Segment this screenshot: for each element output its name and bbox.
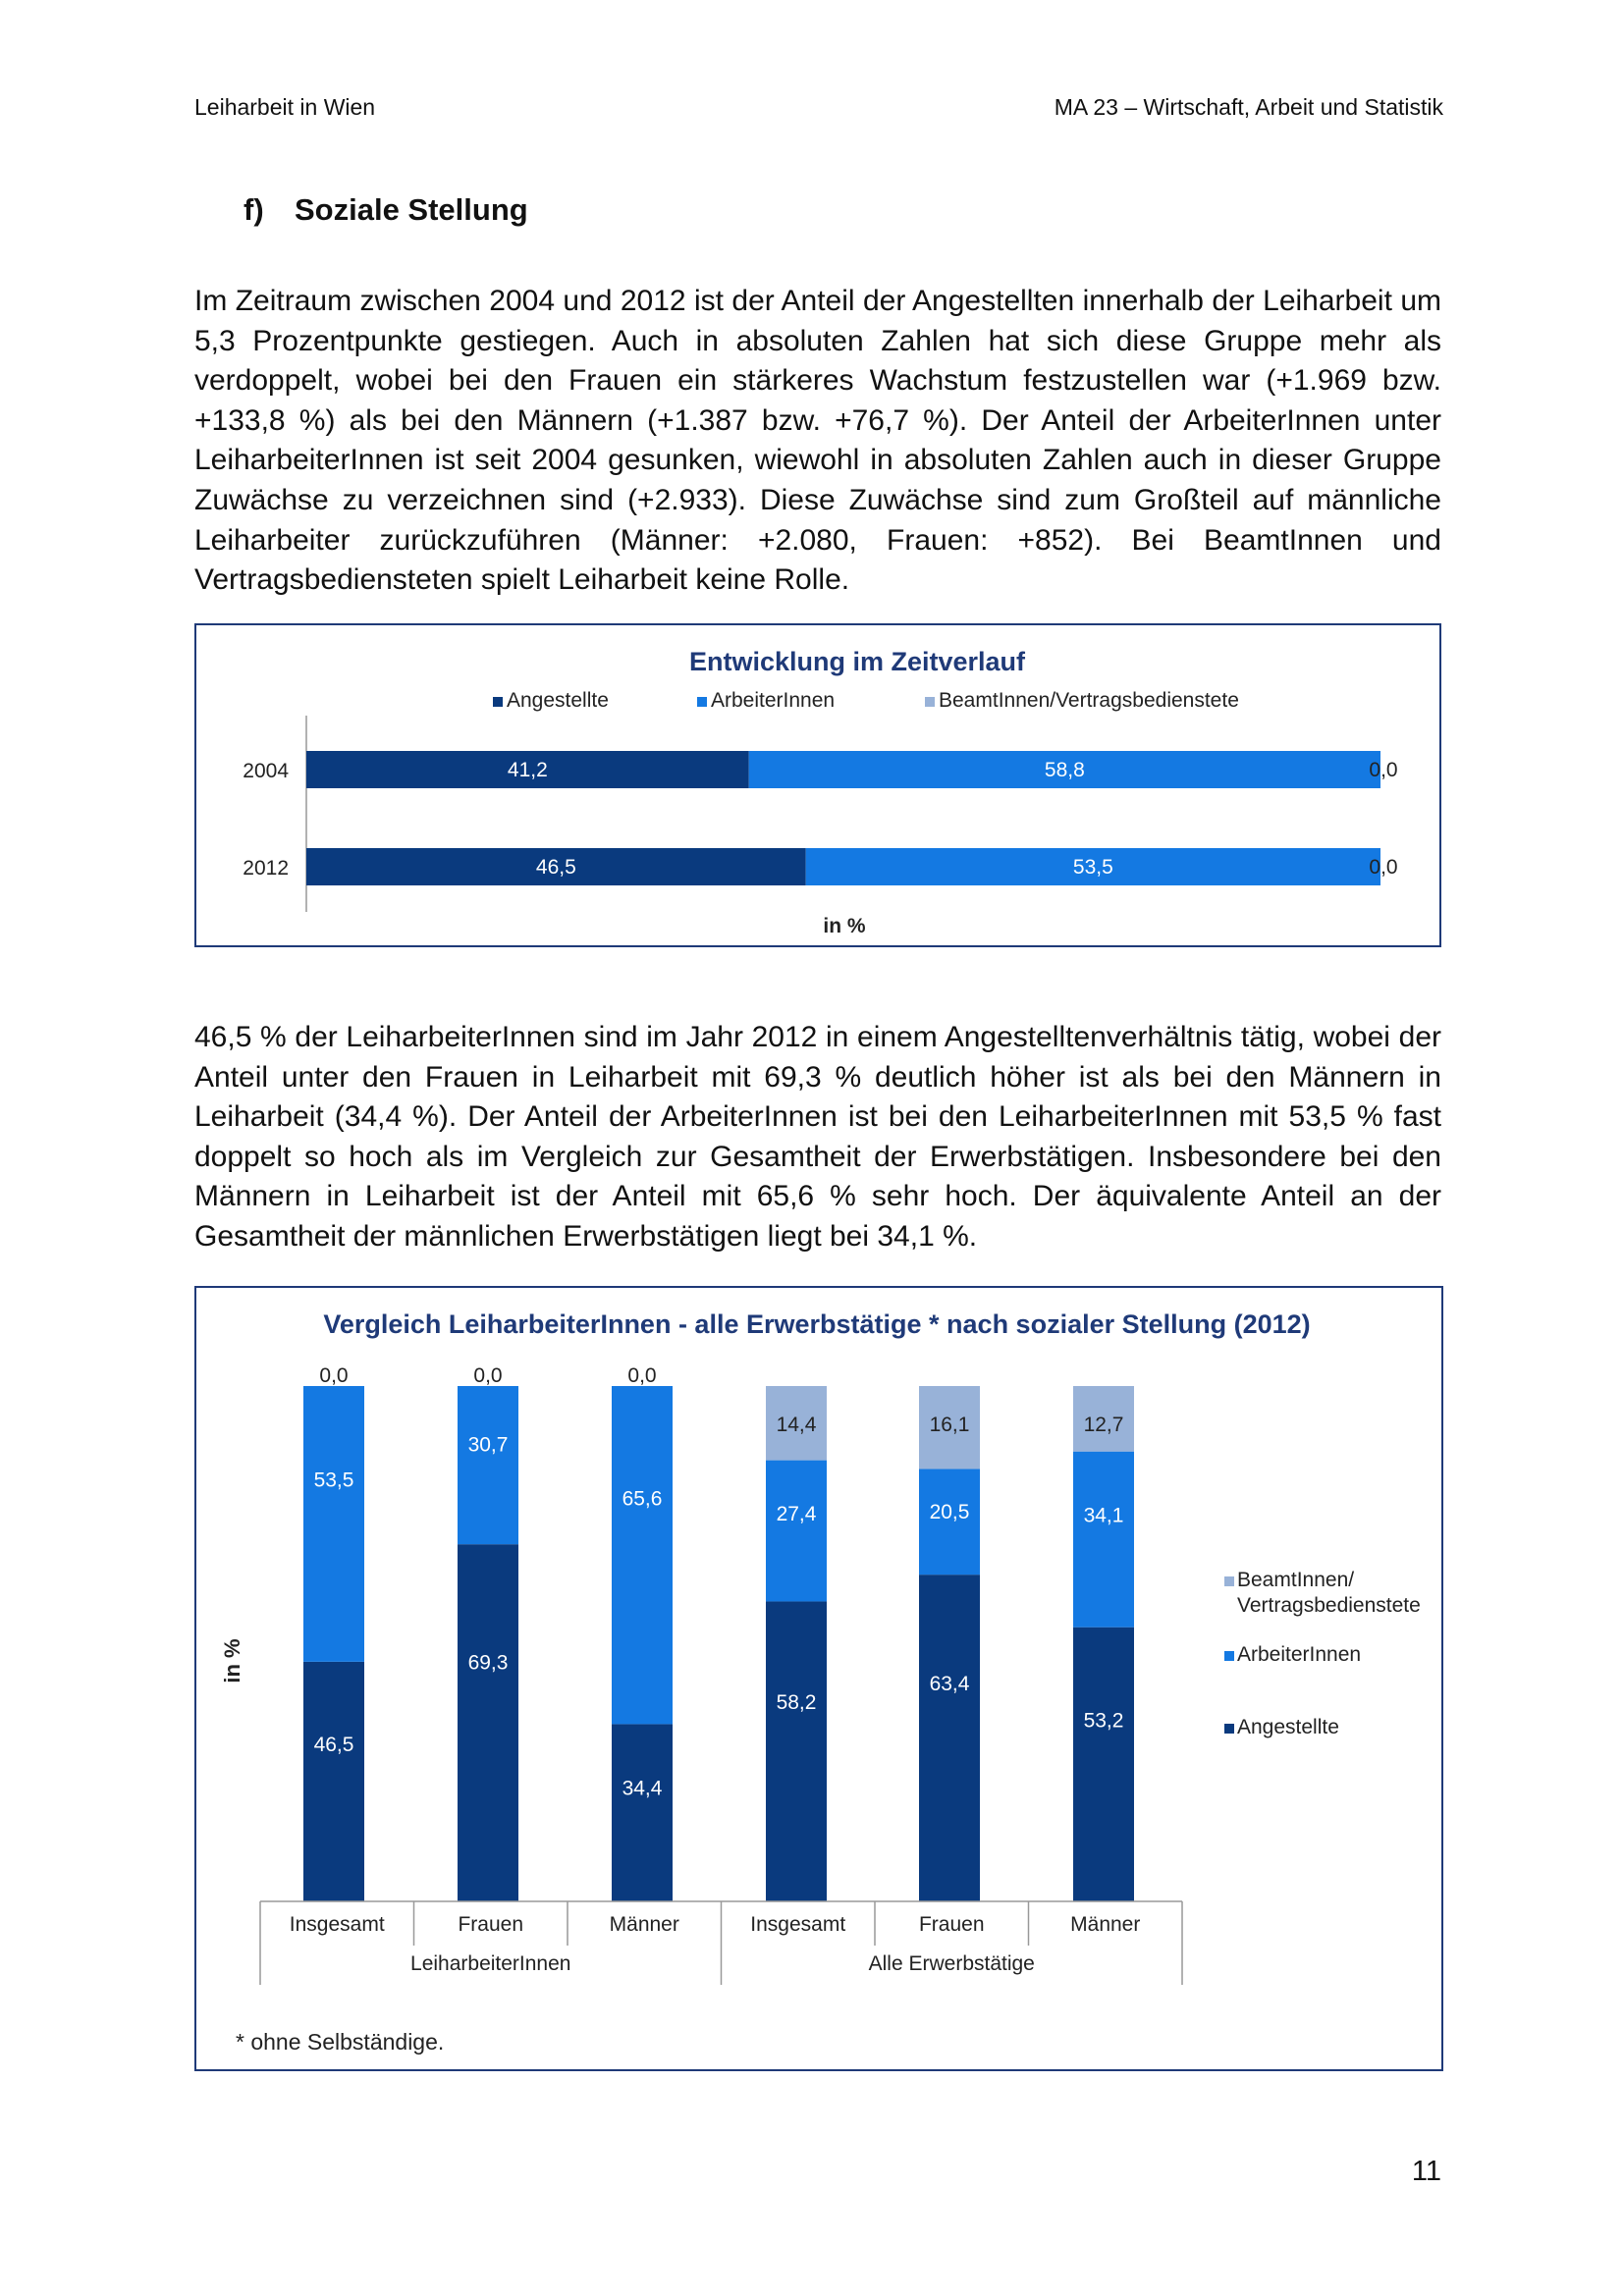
legend-label: Vertragsbedienstete: [1237, 1594, 1421, 1617]
legend-label: BeamtInnen/: [1237, 1569, 1355, 1591]
legend-swatch: [493, 697, 503, 707]
data-label: 41,2: [507, 759, 548, 781]
category-label: 2004: [243, 760, 289, 782]
data-label: 65,6: [622, 1487, 663, 1511]
data-label: 0,0: [627, 1364, 657, 1387]
running-header-left: Leiharbeit in Wien: [194, 94, 376, 120]
paragraph-1: Im Zeitraum zwischen 2004 und 2012 ist der Anteil der Angestellten innerhalb der Leiharbeit um 5,3 Prozentpunkte gestiegen. Auch in absoluten Zahlen hat sich diese Gruppe mehr als verdoppelt, wobei bei den Frauen ein stärkeres Wachstum festzustellen war (+1.969 bzw. +133,8 %) als bei den Männern (+1.387 bzw. +76,7 %). Der Anteil der ArbeiterInnen unter LeiharbeiterInnen ist seit 2004 gesunken, wiewohl in absoluten Zahlen auch in dieser Gruppe Zuwächse zu verzeichnen sind (+2.933). Diese Zuwächse sind zum Großteil auf männliche Leiharbeiter zurückzuführen (Männer: +2.080, Frauen: +852). Bei BeamtInnen und Vertragsbediensteten spielt Leiharbeit keine Rolle.: [194, 285, 1441, 597]
bar-segment: [919, 1575, 980, 1901]
x-axis-title: in %: [823, 915, 866, 937]
bar-segment: [1073, 1452, 1134, 1628]
data-label: 0,0: [1369, 759, 1398, 781]
data-label: 27,4: [776, 1502, 817, 1525]
data-label: 34,4: [622, 1777, 663, 1800]
running-header-right: MA 23 – Wirtschaft, Arbeit und Statistik: [1054, 94, 1443, 120]
legend-label: Angestellte: [507, 689, 609, 712]
legend-swatch: [925, 697, 935, 707]
bar-segment: [612, 1724, 673, 1901]
data-label: 58,2: [776, 1691, 817, 1715]
data-label: 53,2: [1083, 1709, 1124, 1733]
category-label: Frauen: [918, 1913, 985, 1936]
bar-segment: [1073, 1628, 1134, 1901]
y-axis-title: in %: [220, 1638, 244, 1683]
data-label: 46,5: [535, 856, 576, 879]
footnote: * ohne Selbständige.: [236, 2029, 445, 2055]
legend-label: BeamtInnen/Vertragsbedienstete: [939, 689, 1239, 712]
legend-label: ArbeiterInnen: [711, 689, 836, 712]
legend-label: Angestellte: [1237, 1716, 1339, 1738]
bar-segment: [612, 1386, 673, 1724]
bar-segment: [766, 1461, 827, 1602]
bar-segment: [458, 1544, 518, 1901]
data-label: 12,7: [1083, 1414, 1124, 1436]
data-label: 14,4: [776, 1414, 817, 1436]
category-label: Männer: [1070, 1913, 1141, 1936]
category-label: Insgesamt: [289, 1913, 385, 1936]
data-label: 16,1: [929, 1414, 970, 1436]
group-label: Alle Erwerbstätige: [868, 1952, 1035, 1975]
data-label: 69,3: [467, 1651, 509, 1675]
legend-swatch: [1224, 1651, 1234, 1661]
data-label: 46,5: [313, 1734, 354, 1757]
chart-comparison: [196, 1288, 1441, 2069]
paragraph-2: 46,5 % der LeiharbeiterInnen sind im Jahr 2012 in einem Angestelltenverhältnis tätig, wobei der Anteil unter den Frauen in Leiharbeit mit 69,3 % deutlich höher ist als bei den Männern in Leiharbeit (34,4 %). Der Anteil der ArbeiterInnen ist bei den LeiharbeiterInnen mit 53,5 % fast doppelt so hoch als im Vergleich zur Gesamtheit der Erwerbstätigen. Insbesondere bei den Männern in Leiharbeit ist der Anteil mit 65,6 % sehr hoch. Der äquivalente Anteil an der Gesamtheit der männlichen Erwerbstätigen liegt bei 34,1 %.: [194, 1021, 1441, 1253]
legend-swatch: [1224, 1576, 1234, 1586]
bar-segment: [458, 1386, 518, 1544]
section-number: f): [243, 192, 264, 227]
chart-title: Vergleich LeiharbeiterInnen - alle Erwerbstätige * nach sozialer Stellung (2012): [323, 1309, 1311, 1339]
legend-label: ArbeiterInnen: [1237, 1643, 1362, 1666]
bar-segment: [766, 1601, 827, 1901]
chart-frame-1: [194, 623, 1441, 947]
category-label: Insgesamt: [750, 1913, 846, 1936]
section-title: Soziale Stellung: [295, 192, 528, 227]
category-label: Frauen: [458, 1913, 524, 1936]
chart-frame-2: [194, 1286, 1443, 2071]
data-label: 34,1: [1083, 1504, 1124, 1527]
bar-segment: [303, 1386, 364, 1662]
section-heading: [243, 192, 528, 228]
data-label: 30,7: [467, 1433, 509, 1457]
data-label: 0,0: [473, 1364, 503, 1387]
bar-segment: [303, 1662, 364, 1901]
page-number: 11: [1411, 2156, 1441, 2187]
chart-development: [196, 625, 1439, 945]
data-label: 53,5: [1072, 856, 1113, 879]
data-label: 63,4: [929, 1673, 970, 1696]
category-label: Männer: [609, 1913, 679, 1936]
data-label: 58,8: [1044, 759, 1085, 781]
data-label: 0,0: [319, 1364, 349, 1387]
data-label: 53,5: [313, 1468, 354, 1492]
chart-title: Entwicklung im Zeitverlauf: [688, 647, 1026, 676]
category-label: 2012: [243, 857, 289, 880]
legend-swatch: [697, 697, 707, 707]
data-label: 0,0: [1369, 856, 1398, 879]
legend-swatch: [1224, 1724, 1234, 1734]
group-label: LeiharbeiterInnen: [410, 1952, 571, 1975]
data-label: 20,5: [929, 1500, 970, 1523]
